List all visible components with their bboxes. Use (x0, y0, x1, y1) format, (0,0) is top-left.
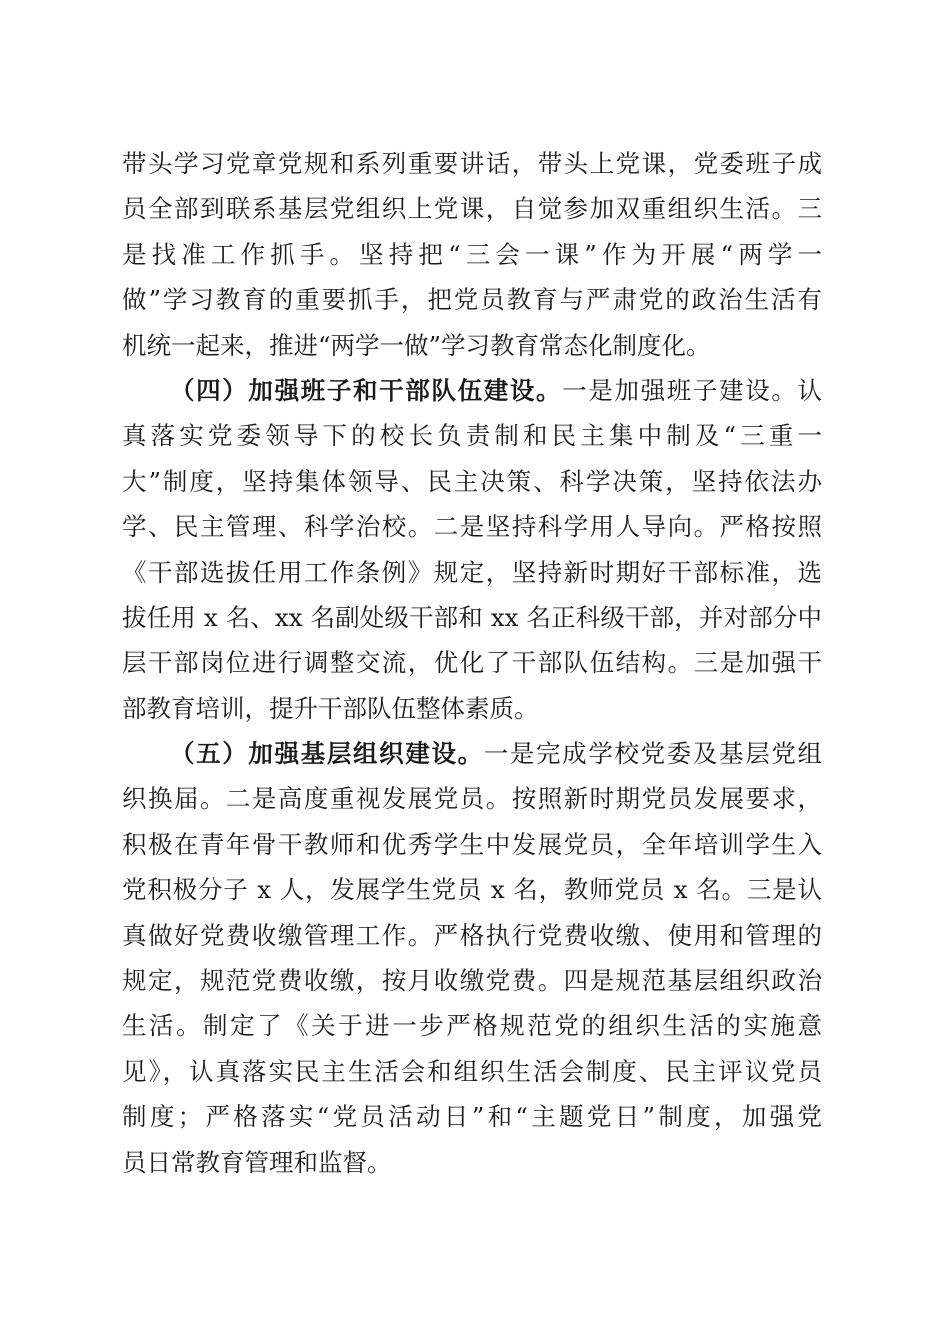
section-heading-4: （四）加强班子和干部队伍建设。 (170, 375, 563, 405)
text-line: 做”学习教育的重要抓手，把党员教育与严肃党的政治生活有 (122, 285, 822, 315)
text-line: 真做好党费收缴管理工作。严格执行党费收缴、使用和管理的 (122, 920, 822, 950)
paragraph-1 (122, 141, 822, 368)
text-line: 织换届。二是高度重视发展党员。按照新时期党员发展要求， (122, 784, 822, 814)
text-line: 带头学习党章党规和系列重要讲话，带头上党课，党委班子成 (122, 149, 822, 178)
text-line: 层干部岗位进行调整交流，优化了干部队伍结构。三是加强干 (122, 648, 822, 678)
text-line: 学、民主管理、科学治校。二是坚持科学用人导向。严格按照 (122, 512, 822, 542)
paragraph-2 (122, 368, 822, 731)
text-line (122, 731, 822, 776)
text-fragment: 一是完成学校党委及基层党组 (483, 739, 822, 769)
text-line: 是找准工作抓手。坚持把“三会一课”作为开展“两学一 (122, 239, 822, 269)
text-line (122, 368, 822, 413)
text-line: 见》，认真落实民主生活会和组织生活会制度、民主评议党员 (122, 1056, 822, 1086)
text-line: 《干部选拔任用工作条例》规定，坚持新时期好干部标准，选 (122, 557, 822, 587)
text-line: 规定，规范党费收缴，按月收缴党费。四是规范基层组织政治 (122, 966, 822, 996)
text-line: 生活。制定了《关于进一步严格规范党的组织生活的实施意 (122, 1011, 822, 1041)
text-line: 拔任用 x 名、xx 名副处级干部和 xx 名正科级干部，并对部分中 (122, 602, 822, 632)
text-fragment: 一是加强班子建设。认 (562, 375, 822, 405)
text-line: 员日常教育管理和监督。 (122, 1147, 392, 1177)
text-line: 制度；严格落实“党员活动日”和“主题党日”制度，加强党 (122, 1102, 822, 1132)
text-line: 机统一起来，推进“两学一做”学习教育常态化制度化。 (122, 330, 711, 360)
text-line: 积极在青年骨干教师和优秀学生中发展党员，全年培训学生入 (122, 829, 822, 859)
text-line: 大”制度，坚持集体领导、民主决策、科学决策，坚持依法办 (122, 466, 822, 496)
text-line: 真落实党委领导下的校长负责制和民主集中制及“三重一 (122, 421, 822, 451)
document-page (122, 141, 822, 1185)
section-heading-5: （五）加强基层组织建设。 (170, 739, 484, 769)
paragraph-3 (122, 731, 822, 1185)
text-line: 党积极分子 x 人，发展学生党员 x 名，教师党员 x 名。三是认 (122, 875, 822, 905)
text-line: 部教育培训，提升干部队伍整体素质。 (122, 693, 539, 723)
text-line: 员全部到联系基层党组织上党课，自觉参加双重组织生活。三 (122, 194, 822, 224)
